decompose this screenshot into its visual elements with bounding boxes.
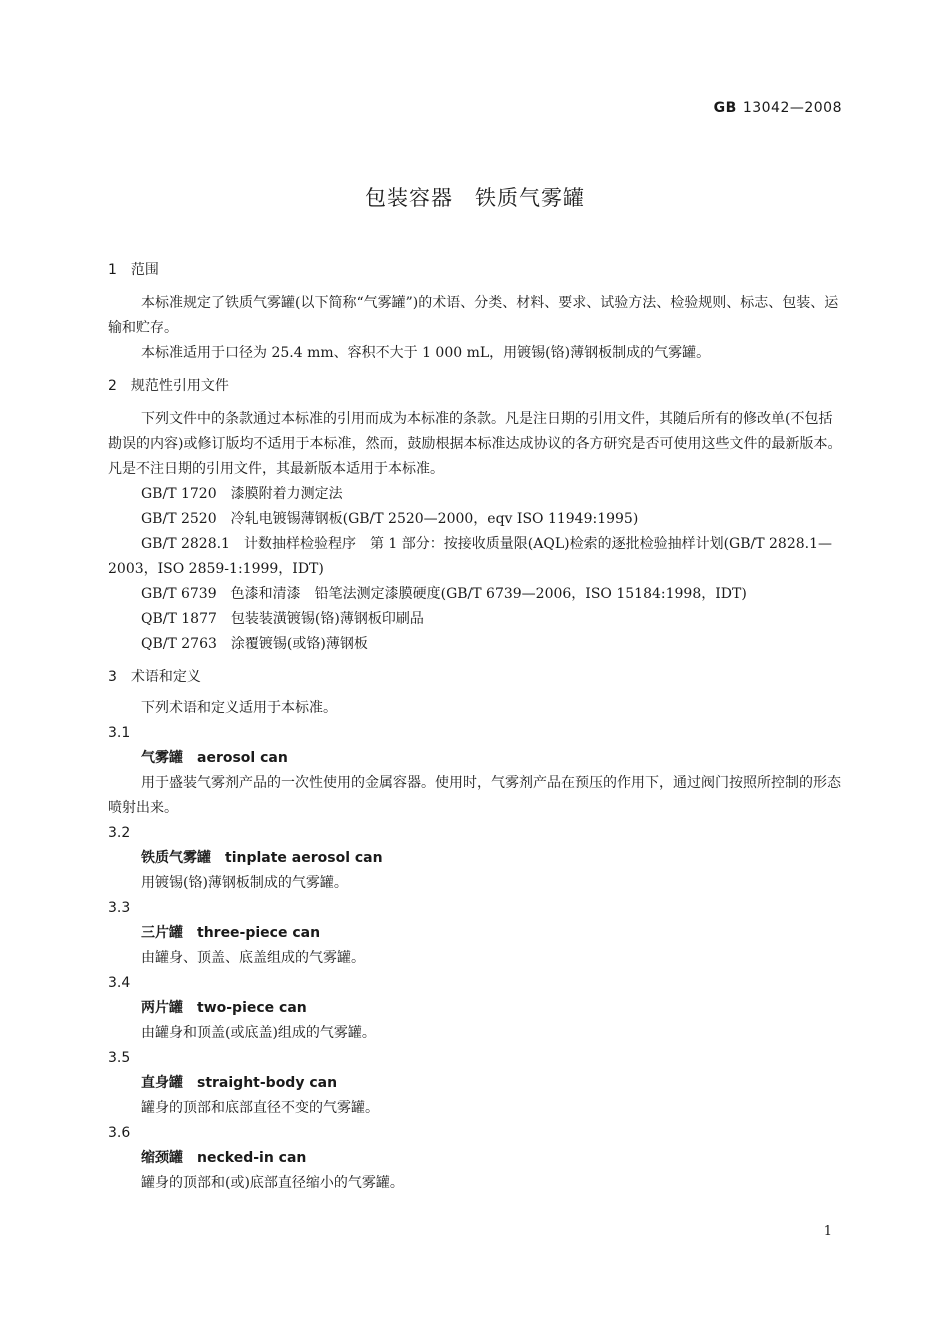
section-1-heading: 1 范围 — [108, 262, 159, 278]
standard-code — [714, 100, 842, 116]
term-title: 三片罐 three-piece can — [141, 925, 321, 941]
term-title: 两片罐 two-piece can — [141, 1000, 307, 1016]
page-number: 1 — [823, 1224, 832, 1239]
term-number: 3.1 — [108, 725, 131, 741]
term-title: 气雾罐 aerosol can — [141, 750, 288, 766]
standard-prefix: GB — [713, 100, 737, 116]
term-number: 3.4 — [108, 975, 131, 991]
section-2-heading: 2 规范性引用文件 — [108, 378, 229, 394]
section-3-heading: 3 术语和定义 — [108, 669, 201, 685]
term-title: 直身罐 straight-body can — [141, 1075, 338, 1091]
term-definition: 罐身的顶部和(或)底部直径缩小的气雾罐。 — [141, 1175, 404, 1191]
document-body — [108, 258, 843, 1196]
term-definition: 罐身的顶部和底部直径不变的气雾罐。 — [141, 1100, 379, 1116]
section-3-intro: 下列术语和定义适用于本标准。 — [141, 700, 337, 716]
term-definition: 用镀锡(铬)薄钢板制成的气雾罐。 — [141, 875, 348, 891]
term-number: 3.5 — [108, 1050, 131, 1066]
reference-item: QB/T 1877 包装装潢镀锡(铬)薄钢板印刷品 — [141, 611, 424, 627]
term-definition: 用于盛装气雾剂产品的一次性使用的金属容器。使用时，气雾剂产品在预压的作用下，通过阀门按照所控制的形态喷射出来。 — [108, 775, 841, 816]
section-1-paragraph-2: 本标准适用于口径为 25.4 mm、容积不大于 1 000 mL，用镀锡(铬)薄钢板制成的气雾罐。 — [141, 345, 711, 361]
standard-number: 13042—2008 — [742, 100, 842, 116]
section-1-paragraph-1: 本标准规定了铁质气雾罐(以下简称“气雾罐”)的术语、分类、材料、要求、试验方法、检验规则、标志、包装、运输和贮存。 — [108, 295, 839, 336]
reference-item: GB/T 6739 色漆和清漆 铅笔法测定漆膜硬度(GB/T 6739—2006，ISO 15184:1998，IDT) — [141, 586, 747, 602]
term-definition: 由罐身和顶盖(或底盖)组成的气雾罐。 — [141, 1025, 376, 1041]
reference-item: QB/T 2763 涂覆镀锡(或铬)薄钢板 — [141, 636, 368, 652]
section-2-paragraph: 下列文件中的条款通过本标准的引用而成为本标准的条款。凡是注日期的引用文件，其随后所有的修改单(不包括勘误的内容)或修订版均不适用于本标准，然而，鼓励根据本标准达成协议的各方研究是否可使用这些文件的最新版本。凡是不注日期的引用文件，其最新版本适用于本标准。 — [108, 411, 842, 477]
reference-item: GB/T 2828.1 计数抽样检验程序 第 1 部分：按接收质量限(AQL)检索的逐批检验抽样计划(GB/T 2828.1—2003，ISO 2859-1:1999，IDT) — [108, 536, 833, 577]
reference-item: GB/T 2520 冷轧电镀锡薄钢板(GB/T 2520—2000，eqv ISO 11949:1995) — [141, 511, 639, 527]
term-number: 3.3 — [108, 900, 131, 916]
term-number: 3.2 — [108, 825, 131, 841]
term-definition: 由罐身、顶盖、底盖组成的气雾罐。 — [141, 950, 365, 966]
term-title: 铁质气雾罐 tinplate aerosol can — [141, 850, 383, 866]
reference-item: GB/T 1720 漆膜附着力测定法 — [141, 486, 343, 502]
document-title: 包装容器 铁质气雾罐 — [365, 186, 585, 210]
term-title: 缩颈罐 necked-in can — [141, 1150, 307, 1166]
term-number: 3.6 — [108, 1125, 131, 1141]
